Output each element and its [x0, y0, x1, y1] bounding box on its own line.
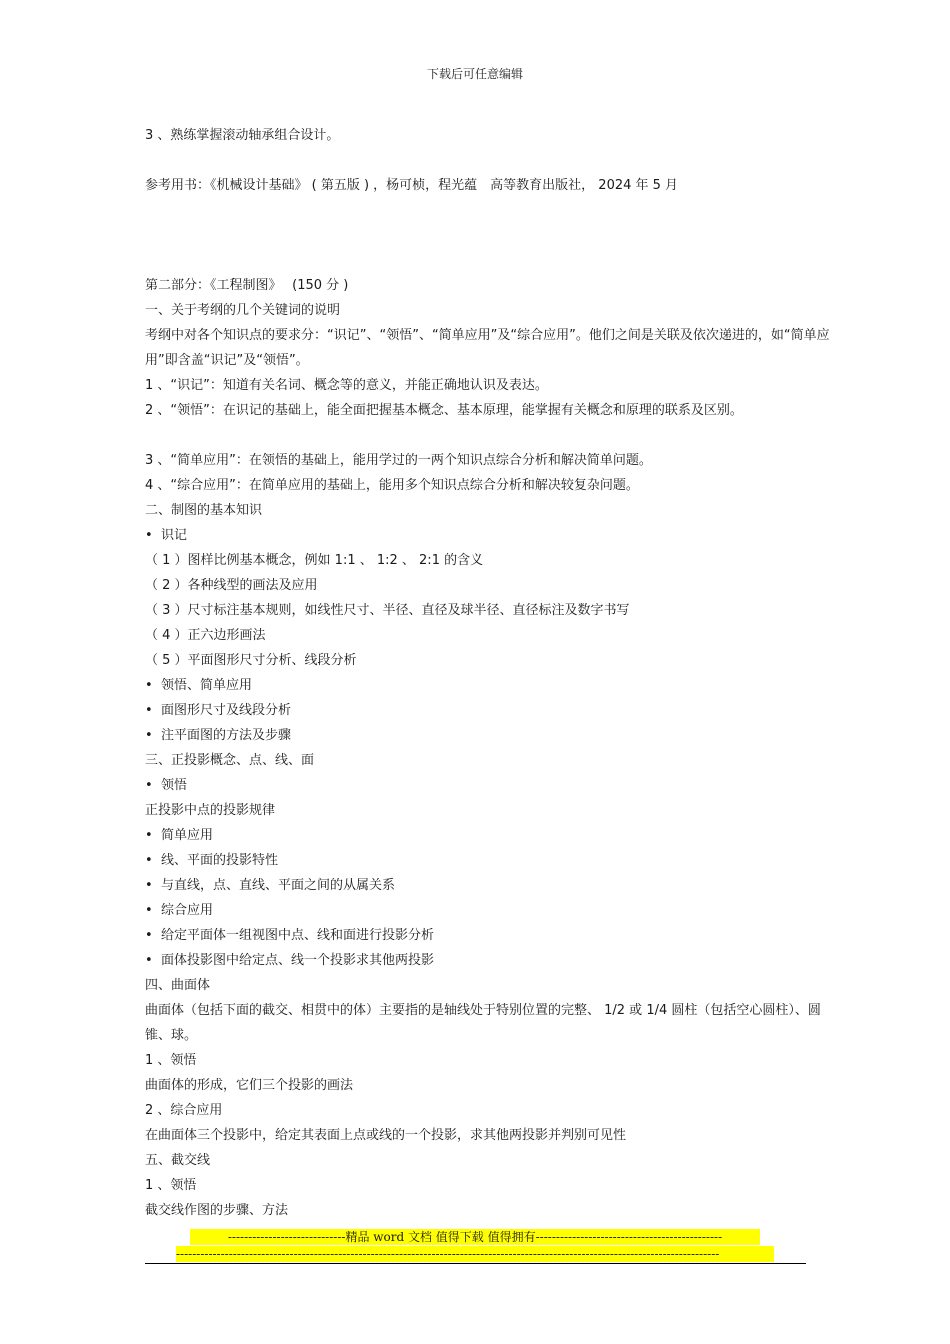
- text-line: 正投影中点的投影规律: [145, 803, 276, 818]
- requirement-line: 3 、熟练掌握滚动轴承组合设计。: [145, 128, 340, 143]
- text-line: 2 、“领悟”：在识记的基础上，能全面把握基本概念、基本原理，能掌握有关概念和原理的联系及区别。: [145, 403, 743, 418]
- text-line: 1 、领悟: [145, 1053, 197, 1068]
- text-line: 二、制图的基本知识: [145, 503, 263, 518]
- bullet-item: • 综合应用: [145, 898, 835, 923]
- text-line: 三、正投影概念、点、线、面: [145, 753, 315, 768]
- text-line: （ 3 ）尺寸标注基本规则，如线性尺寸、半径、直径及球半径、直径标注及数字书写: [145, 603, 630, 618]
- text-line: 曲面体（包括下面的截交、相贯中的体）主要指的是轴线处于特别位置的完整、 1/2 或 1/4 圆柱（包括空心圆柱）、圆锥、球。: [145, 1003, 821, 1043]
- footer-dash-line: --------------------------------------------------------------------------------------------------------------------------------------: [176, 1246, 774, 1262]
- text-line: 五、截交线: [145, 1153, 211, 1168]
- footer-rule: [145, 1263, 806, 1264]
- text-line: 2 、综合应用: [145, 1103, 223, 1118]
- text-line: 3 、“简单应用”：在领悟的基础上，能用学过的一两个知识点综合分析和解决简单问题。: [145, 453, 652, 468]
- text-line: 曲面体的形成，它们三个投影的画法: [145, 1078, 354, 1093]
- reference-book-line: 参考用书：《机械设计基础》 ( 第五版 ) ，杨可桢，程光蕴 高等教育出版社， 2024 年 5 月: [145, 178, 679, 193]
- top-block: [145, 123, 835, 198]
- bullet-item: • 领悟、简单应用: [145, 673, 835, 698]
- text-line: 四、曲面体: [145, 978, 211, 993]
- bullet-item: • 面体投影图中给定点、线一个投影求其他两投影: [145, 948, 835, 973]
- text-line: （ 5 ）平面图形尺寸分析、线段分析: [145, 653, 357, 668]
- text-line: （ 1 ）图样比例基本概念，例如 1:1 、 1:2 、 2:1 的含义: [145, 553, 484, 568]
- bullet-item: • 注平面图的方法及步骤: [145, 723, 835, 748]
- text-line: 一、关于考纲的几个关键词的说明: [145, 303, 341, 318]
- bullet-item: • 与直线，点、直线、平面之间的从属关系: [145, 873, 835, 898]
- text-line: 1 、“识记”：知道有关名词、概念等的意义，并能正确地认识及表达。: [145, 378, 548, 393]
- text-line: [145, 423, 835, 448]
- section-title: 第二部分：《工程制图》 (150 分 ): [145, 278, 349, 293]
- section-two: [145, 273, 835, 1223]
- bullet-item: • 面图形尺寸及线段分析: [145, 698, 835, 723]
- bullet-item: • 简单应用: [145, 823, 835, 848]
- bullet-item: • 给定平面体一组视图中点、线和面进行投影分析: [145, 923, 835, 948]
- footer-banner-line: -----------------------------精品 word 文档 值得下载 值得拥有----------------------------------------------: [190, 1229, 760, 1245]
- text-line: 1 、领悟: [145, 1178, 197, 1193]
- text-line: 截交线作图的步骤、方法: [145, 1203, 289, 1218]
- text-line: 在曲面体三个投影中，给定其表面上点或线的一个投影，求其他两投影并判别可见性: [145, 1128, 627, 1143]
- text-line: 4 、“综合应用”：在简单应用的基础上，能用多个知识点综合分析和解决较复杂问题。: [145, 478, 639, 493]
- bullet-item: • 识记: [145, 523, 835, 548]
- text-line: （ 2 ）各种线型的画法及应用: [145, 578, 318, 593]
- bullet-item: • 领悟: [145, 773, 835, 798]
- text-line: 考纲中对各个知识点的要求分：“识记”、“领悟”、“简单应用”及“综合应用”。他们之间是关联及依次递进的，如“简单应用”即含盖“识记”及“领悟”。: [145, 328, 830, 368]
- page-header: 下载后可任意编辑: [426, 67, 523, 81]
- bullet-item: • 线、平面的投影特性: [145, 848, 835, 873]
- text-line: （ 4 ）正六边形画法: [145, 628, 266, 643]
- syllabus-lines: [145, 298, 835, 1223]
